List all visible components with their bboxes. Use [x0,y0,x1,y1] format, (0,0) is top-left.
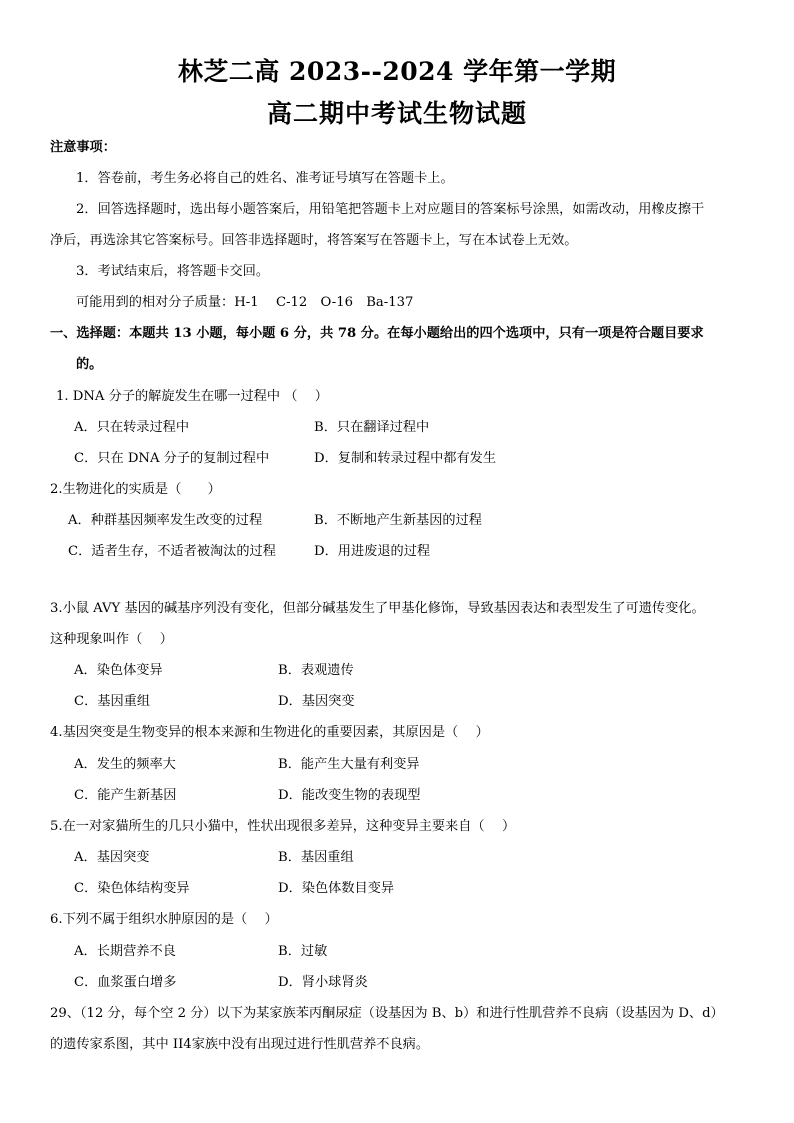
question-1-option-d: D．复制和转录过程中都有发生 [314,451,497,466]
exam-title-line2: 高二期中考试生物试题 [266,99,527,128]
question-3-stem-line1: 3.小鼠 AVY 基因的碱基序列没有变化，但部分碱基发生了甲基化修饰，导致基因表达和表型发生了可遗传变化。 [50,601,705,616]
question-2-option-b: B．不断地产生新基因的过程 [314,513,482,528]
question-29-stem-line1: 29、（12 分，每个空 2 分）以下为某家族苯丙酮尿症（设基因为 B、b）和进行性肌营养不良病（设基因为 D、d） [50,1006,724,1021]
question-3-option-a: A．染色体变异 [74,663,163,678]
question-3-option-c: C．基因重组 [74,694,151,709]
question-2-option-c: C．适者生存，不适者被淘汰的过程 [68,544,276,559]
notice-item-2-line1: 2．回答选择题时，选出每小题答案后，用铅笔把答题卡上对应题目的答案标号涂黑，如需改动，用橡皮擦干 [76,202,705,217]
question-29-stem-line2: 的遗传家系图，其中 II4家族中没有出现过进行性肌营养不良病。 [50,1037,430,1052]
question-3-stem-line2: 这种现象叫作（ ） [50,632,173,647]
question-4-option-a: A．发生的频率大 [74,757,176,772]
question-4-option-b: B．能产生大量有利变异 [278,757,420,772]
question-5-option-b: B．基因重组 [278,850,354,865]
question-1-option-b: B．只在翻译过程中 [314,420,430,435]
question-5-option-d: D．染色体数目变异 [278,881,395,896]
notice-item-1: 1．答卷前，考生务必将自己的姓名、准考证号填写在答题卡上。 [76,171,454,186]
question-2-option-a: A．种群基因频率发生改变的过程 [68,513,263,528]
question-4-option-c: C．能产生新基因 [74,788,177,803]
question-6-option-a: A．长期营养不良 [74,944,176,959]
question-2-option-d: D．用进废退的过程 [314,544,431,559]
question-4-stem: 4.基因突变是生物变异的根本来源和生物进化的重要因素，其原因是（ ） [50,725,489,740]
question-5-stem: 5.在一对家猫所生的几只小猫中，性状出现很多差异，这种变异主要来自（ ） [50,819,516,834]
question-1-stem: 1. DNA 分子的解旋发生在哪一过程中 （ ） [56,389,328,404]
notice-item-3: 3．考试结束后，将答题卡交回。 [76,264,270,279]
section1-instructions-line2: 的。 [76,357,103,372]
question-5-option-c: C．染色体结构变异 [74,881,190,896]
question-1-option-a: A．只在转录过程中 [74,420,190,435]
question-2-stem: 2.生物进化的实质是（ ） [50,482,221,497]
notice-heading: 注意事项： [50,140,116,155]
exam-title-line1: 林芝二高 2023--2024 学年第一学期 [177,57,617,86]
question-3-option-b: B．表观遗传 [278,663,354,678]
question-3-option-d: D．基因突变 [278,694,355,709]
question-6-option-d: D．肾小球肾炎 [278,975,368,990]
question-5-option-a: A．基因突变 [74,850,150,865]
notice-item-2-line2: 净后，再选涂其它答案标号。回答非选择题时，将答案写在答题卡上，写在本试卷上无效。 [50,233,578,248]
question-6-stem: 6.下列不属于组织水肿原因的是（ ） [50,912,278,927]
question-4-option-d: D．能改变生物的表现型 [278,788,421,803]
section1-instructions-line1: 一、选择题：本题共 13 小题，每小题 6 分，共 78 分。在每小题给出的四个选项中，只有一项是符合题目要求 [50,326,704,341]
relative-masses: 可能用到的相对分子质量：H-1 C-12 O-16 Ba-137 [76,295,414,310]
question-6-option-b: B．过敏 [278,944,328,959]
question-6-option-c: C．血浆蛋白增多 [74,975,177,990]
question-1-option-c: C．只在 DNA 分子的复制过程中 [74,451,270,466]
